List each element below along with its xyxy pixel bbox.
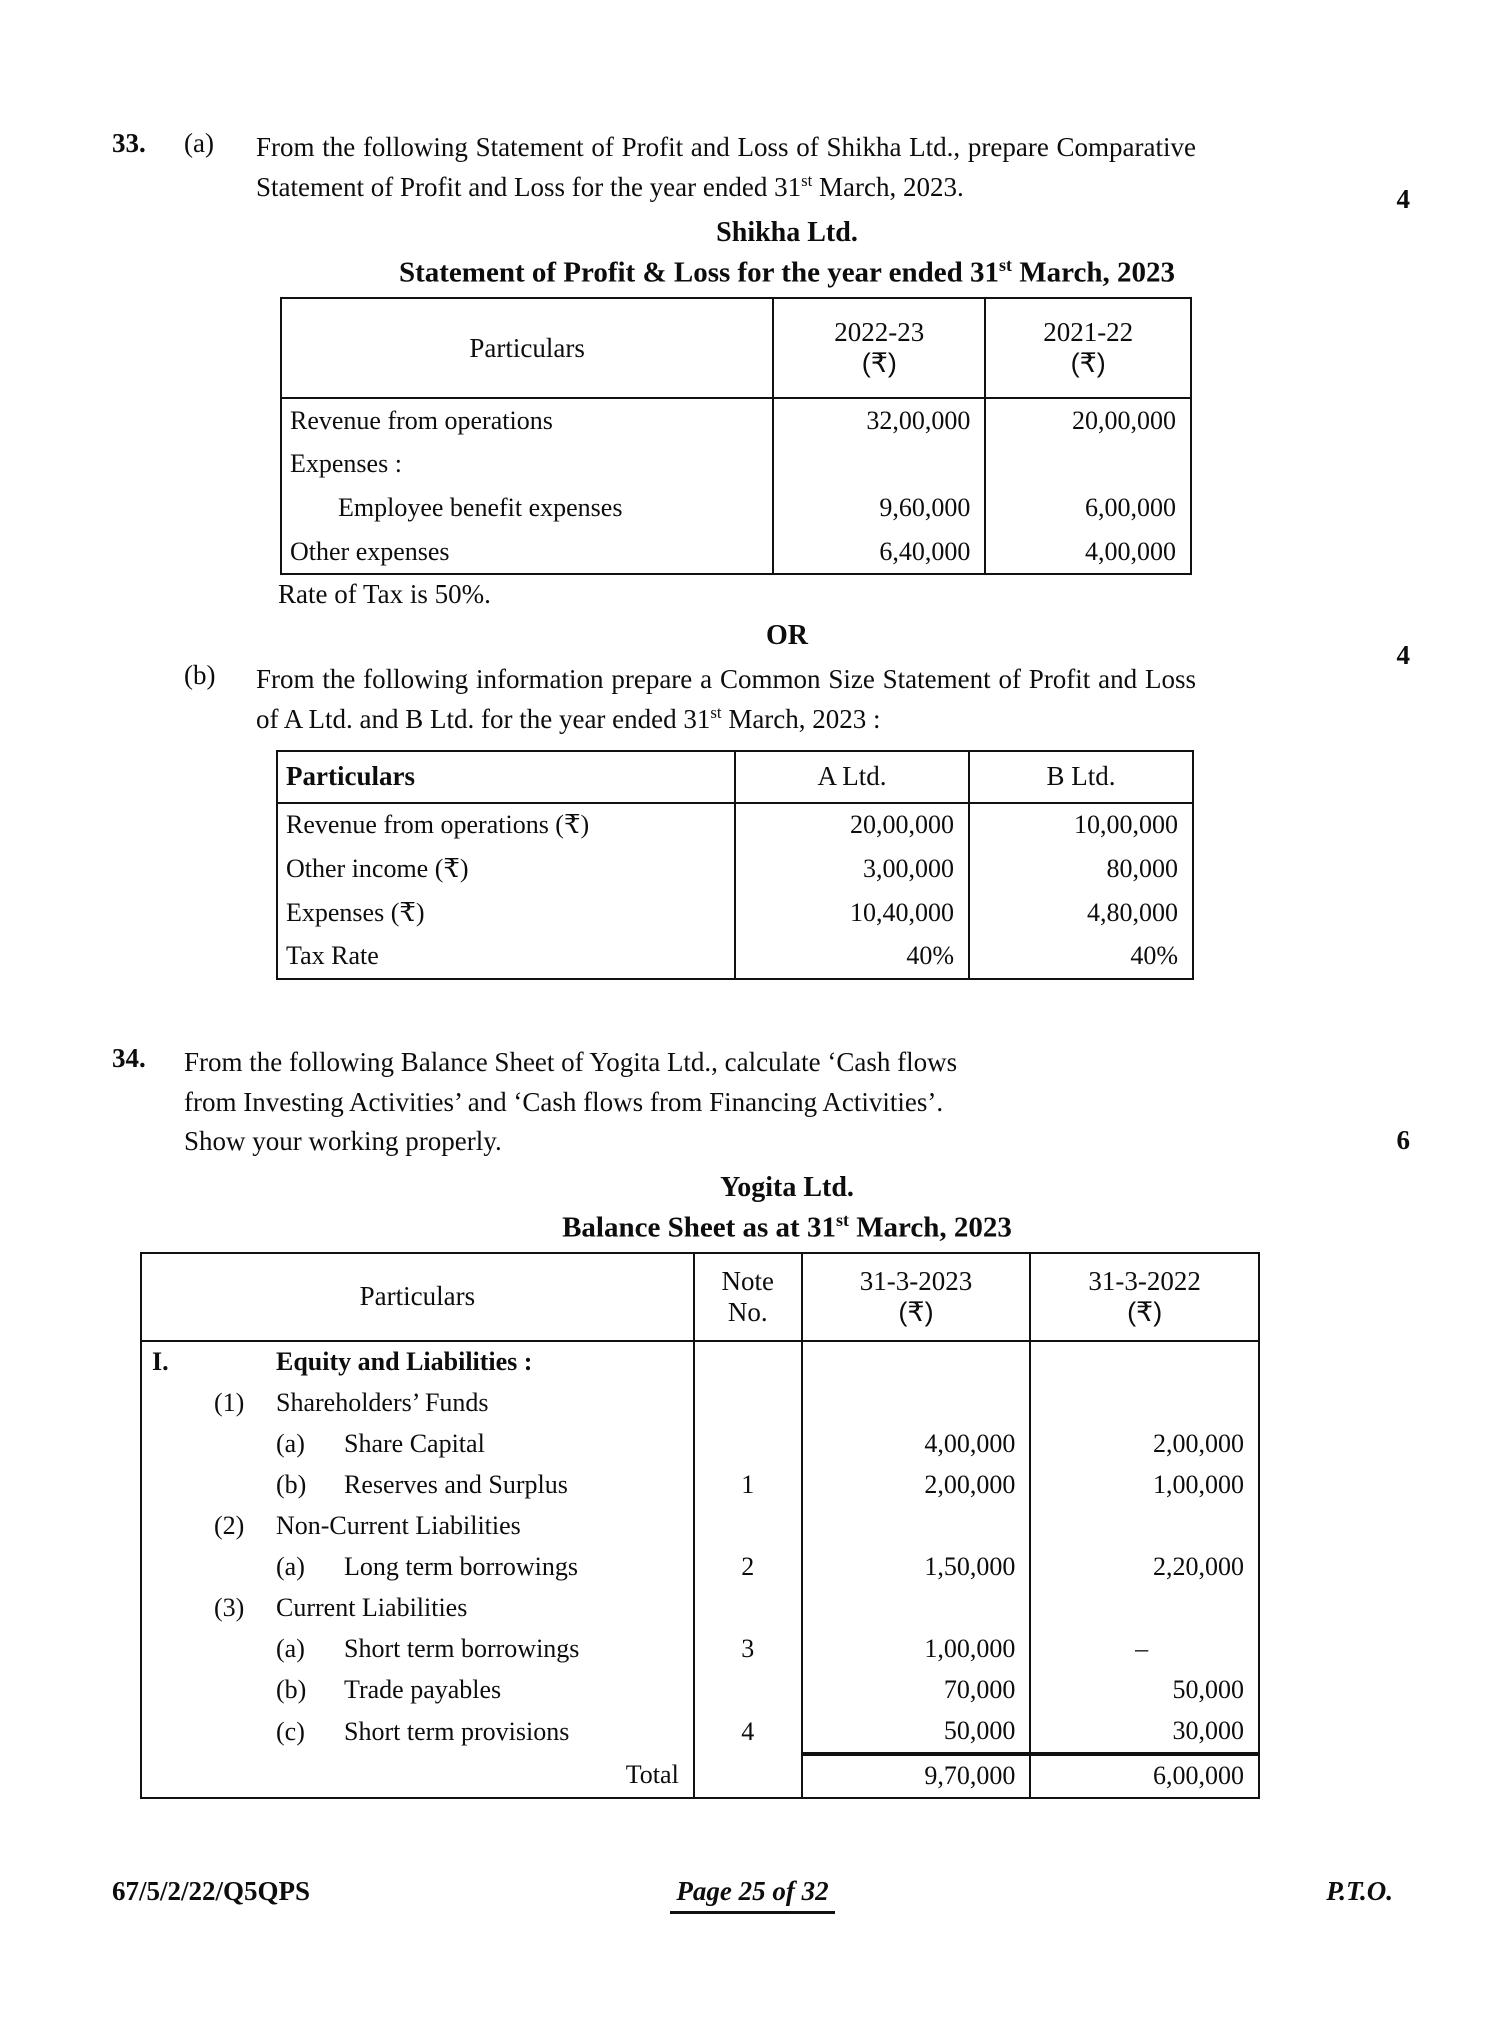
page-number-text: Page 25 of 32 [670, 1876, 834, 1914]
table-row [141, 1465, 1259, 1506]
row-label: Reserves and Surplus [344, 1470, 568, 1500]
table-row [277, 803, 1193, 847]
question-33-part-a-text-lead: From the following Statement of Profit and Loss of Shikha Ltd., prepare Comparative Statement of Profit and Loss for the year ended 31 [256, 132, 1196, 202]
table-header-row [281, 298, 1191, 398]
row-value-a: 20,00,000 [735, 803, 969, 847]
row-label-cell [141, 1424, 694, 1465]
table-header-row [277, 751, 1193, 803]
table-row [141, 1383, 1259, 1424]
table-header-row [141, 1253, 1259, 1341]
row-note-no [694, 1506, 802, 1547]
table-row [281, 530, 1191, 574]
table-row [141, 1547, 1259, 1588]
row-label: Revenue from operations (₹) [277, 803, 735, 847]
question-34-marks: 6 [1396, 1125, 1410, 1155]
row-label: Short term borrowings [344, 1634, 580, 1664]
shikha-statement-title [172, 254, 1402, 291]
question-33-part-a-marks: 4 [1396, 184, 1410, 214]
table-row [141, 1670, 1259, 1711]
table-row [141, 1424, 1259, 1465]
yogita-balance-sheet-table [140, 1252, 1260, 1799]
th-2021-22-currency: (₹) [1070, 348, 1106, 379]
yogita-company-title: Yogita Ltd. [720, 1172, 854, 1204]
row-label: Revenue from operations [281, 398, 773, 442]
th-date-2022 [1030, 1253, 1259, 1341]
question-33-part-b-text [256, 660, 1196, 739]
th-2022-23-currency: (₹) [861, 348, 897, 379]
row-value-2023: 70,000 [802, 1670, 1031, 1711]
question-33-number: 33. [112, 128, 146, 158]
row-note-no: 4 [694, 1711, 802, 1754]
th-date-2022-value: 31-3-2022 [1088, 1265, 1201, 1296]
row-label-cell [141, 1341, 694, 1383]
table-row [277, 847, 1193, 891]
row-alpha-marker: (a) [276, 1552, 305, 1582]
row-label: Share Capital [344, 1429, 485, 1459]
row-label: Long term borrowings [344, 1552, 578, 1582]
row-value-2022 [1030, 1341, 1259, 1383]
table-row [141, 1506, 1259, 1547]
row-alpha-marker: (a) [276, 1429, 305, 1459]
total-note-spacer [694, 1754, 802, 1798]
row-note-no [694, 1341, 802, 1383]
row-value-2022-23: 9,60,000 [773, 486, 985, 530]
th-note-no [694, 1253, 802, 1341]
row-value-2021-22: 20,00,000 [985, 398, 1191, 442]
row-value-2022-23: 32,00,000 [773, 398, 985, 442]
th-2022-23 [773, 298, 985, 398]
th-date-2023 [802, 1253, 1031, 1341]
th-2022-23-year: 2022-23 [834, 317, 925, 348]
question-33-part-a-label: (a) [184, 128, 214, 158]
row-label: Short term provisions [344, 1717, 570, 1747]
table-total-row [141, 1754, 1259, 1798]
row-value-2023: 4,00,000 [802, 1424, 1031, 1465]
total-label: Total [141, 1754, 694, 1798]
row-label: Employee benefit expenses [281, 486, 773, 530]
th-2021-22-year: 2021-22 [1043, 317, 1134, 348]
row-value-a: 40% [735, 935, 969, 979]
row-value-2023: 50,000 [802, 1711, 1031, 1754]
row-alpha-marker: (c) [276, 1717, 305, 1747]
row-value-2022 [1030, 1506, 1259, 1547]
row-label-cell [141, 1506, 694, 1547]
row-label-cell [141, 1711, 694, 1754]
row-value-b: 4,80,000 [969, 891, 1193, 935]
total-value-2022: 6,00,000 [1030, 1754, 1259, 1798]
row-value-2023: 1,50,000 [802, 1547, 1031, 1588]
th-2021-22 [985, 298, 1191, 398]
th-note-line-1: Note [721, 1265, 774, 1296]
row-label: Other income (₹) [277, 847, 735, 891]
question-34-text-line-1: From the following Balance Sheet of Yogita Ltd., calculate ‘Cash flows [184, 1047, 958, 1077]
row-label: Current Liabilities [276, 1593, 468, 1623]
row-label-cell [141, 1629, 694, 1670]
question-34-text [184, 1043, 1199, 1162]
pto-label: P.T.O. [1326, 1876, 1393, 1906]
row-value-2022: 50,000 [1030, 1670, 1259, 1711]
ordinal-suffix: st [835, 1210, 849, 1231]
question-34-text-line-3: Show your working properly. [184, 1126, 502, 1157]
row-note-no [694, 1588, 802, 1629]
th-particulars: Particulars [141, 1253, 694, 1341]
question-34-number: 34. [112, 1043, 146, 1073]
row-value-2022: 1,00,000 [1030, 1465, 1259, 1506]
row-label-cell [141, 1670, 694, 1711]
table-row [141, 1588, 1259, 1629]
shikha-company-title: Shikha Ltd. [716, 217, 858, 249]
row-label: Shareholders’ Funds [276, 1388, 489, 1418]
question-33-part-a-row [112, 128, 1410, 214]
question-33-part-a-text-tail: March, 2023. [812, 171, 964, 202]
paper-code: 67/5/2/22/Q5QPS [112, 1876, 311, 1906]
ordinal-suffix: st [801, 170, 813, 190]
table-row [141, 1711, 1259, 1754]
question-33-part-b-row [112, 640, 1410, 739]
table-row [281, 442, 1191, 486]
row-alpha-marker: (a) [276, 1634, 305, 1664]
table-row [141, 1341, 1259, 1383]
table-row [281, 486, 1191, 530]
row-label: Tax Rate [277, 935, 735, 979]
total-value-2023: 9,70,000 [802, 1754, 1031, 1798]
row-label: Equity and Liabilities : [276, 1347, 533, 1377]
row-value-2023 [802, 1341, 1031, 1383]
yogita-balance-sheet-title-tail: March, 2023 [848, 1211, 1012, 1244]
ordinal-suffix: st [999, 255, 1013, 276]
common-size-input-table [276, 750, 1194, 980]
row-alpha-marker: (b) [276, 1470, 307, 1500]
ordinal-suffix: st [710, 702, 722, 722]
row-note-no: 1 [694, 1465, 802, 1506]
row-label-cell [141, 1547, 694, 1588]
question-33-part-a-text [256, 128, 1196, 207]
row-sub-marker: (3) [214, 1593, 245, 1623]
th-date-2023-value: 31-3-2023 [859, 1265, 973, 1296]
row-value-2022-23 [773, 442, 985, 486]
question-33-block [112, 128, 1410, 980]
row-label-cell [141, 1383, 694, 1424]
row-value-2023 [802, 1383, 1031, 1424]
question-34-row [112, 1043, 1410, 1162]
row-value-2022 [1030, 1588, 1259, 1629]
question-34-block [112, 1043, 1410, 1799]
row-note-no [694, 1424, 802, 1465]
row-note-no [694, 1670, 802, 1711]
shikha-profit-loss-table [280, 297, 1192, 575]
page-footer [0, 1876, 1505, 1966]
th-particulars: Particulars [277, 751, 735, 803]
row-label: Non-Current Liabilities [276, 1511, 521, 1541]
row-sub-marker: (1) [214, 1388, 245, 1418]
row-label: Other expenses [281, 530, 773, 574]
row-label-cell [141, 1588, 694, 1629]
row-note-no: 3 [694, 1629, 802, 1670]
yogita-balance-sheet-title [172, 1209, 1402, 1246]
row-value-2022: 2,20,000 [1030, 1547, 1259, 1588]
th-b-ltd: B Ltd. [969, 751, 1193, 803]
row-sub-marker: (2) [214, 1511, 245, 1541]
row-value-2023: 1,00,000 [802, 1629, 1031, 1670]
row-value-a: 10,40,000 [735, 891, 969, 935]
question-34-text-line-2: from Investing Activities’ and ‘Cash flows from Financing Activities’. [184, 1086, 944, 1117]
yogita-balance-sheet-title-lead: Balance Sheet as at 31 [562, 1211, 836, 1244]
row-value-b: 80,000 [969, 847, 1193, 891]
row-label: Trade payables [344, 1675, 502, 1705]
table-row [277, 891, 1193, 935]
question-33-part-b-label: (b) [184, 660, 216, 691]
th-particulars: Particulars [281, 298, 773, 398]
table-row [277, 935, 1193, 979]
row-alpha-marker: (b) [276, 1675, 307, 1705]
question-33-part-b-text-lead: From the following information prepare a Common Size Statement of Profit and Loss of A Ltd. and B Ltd. for the year ended 31 [256, 664, 1196, 734]
shikha-statement-title-lead: Statement of Profit & Loss for the year ended 31 [398, 257, 1000, 290]
row-note-no: 2 [694, 1547, 802, 1588]
tax-rate-note: Rate of Tax is 50%. [278, 579, 491, 610]
or-separator: OR [766, 620, 808, 652]
row-value-2022: 30,000 [1030, 1711, 1259, 1754]
row-value-2023: 2,00,000 [802, 1465, 1031, 1506]
row-label: Expenses : [281, 442, 773, 486]
th-date-2022-currency: (₹) [1127, 1296, 1163, 1327]
row-label-cell [141, 1465, 694, 1506]
shikha-statement-title-tail: March, 2023 [1012, 257, 1176, 290]
row-value-2023 [802, 1506, 1031, 1547]
row-value-2021-22: 4,00,000 [985, 530, 1191, 574]
row-value-2022: 2,00,000 [1030, 1424, 1259, 1465]
th-note-line-2: No. [727, 1296, 768, 1327]
row-label: Expenses (₹) [277, 891, 735, 935]
row-value-2022 [1030, 1383, 1259, 1424]
question-33-part-b-text-tail: March, 2023 : [721, 703, 881, 734]
row-roman-marker: I. [152, 1347, 169, 1377]
table-row [141, 1629, 1259, 1670]
row-value-2022: – [1030, 1629, 1259, 1670]
row-value-2021-22 [985, 442, 1191, 486]
table-row [281, 398, 1191, 442]
row-note-no [694, 1383, 802, 1424]
row-value-b: 40% [969, 935, 1193, 979]
page-number [0, 1876, 1505, 1914]
row-value-b: 10,00,000 [969, 803, 1193, 847]
th-date-2023-currency: (₹) [898, 1296, 934, 1327]
row-value-a: 3,00,000 [735, 847, 969, 891]
row-value-2021-22: 6,00,000 [985, 486, 1191, 530]
row-value-2023 [802, 1588, 1031, 1629]
question-33-part-b-marks: 4 [1396, 640, 1410, 670]
th-a-ltd: A Ltd. [735, 751, 969, 803]
row-value-2022-23: 6,40,000 [773, 530, 985, 574]
